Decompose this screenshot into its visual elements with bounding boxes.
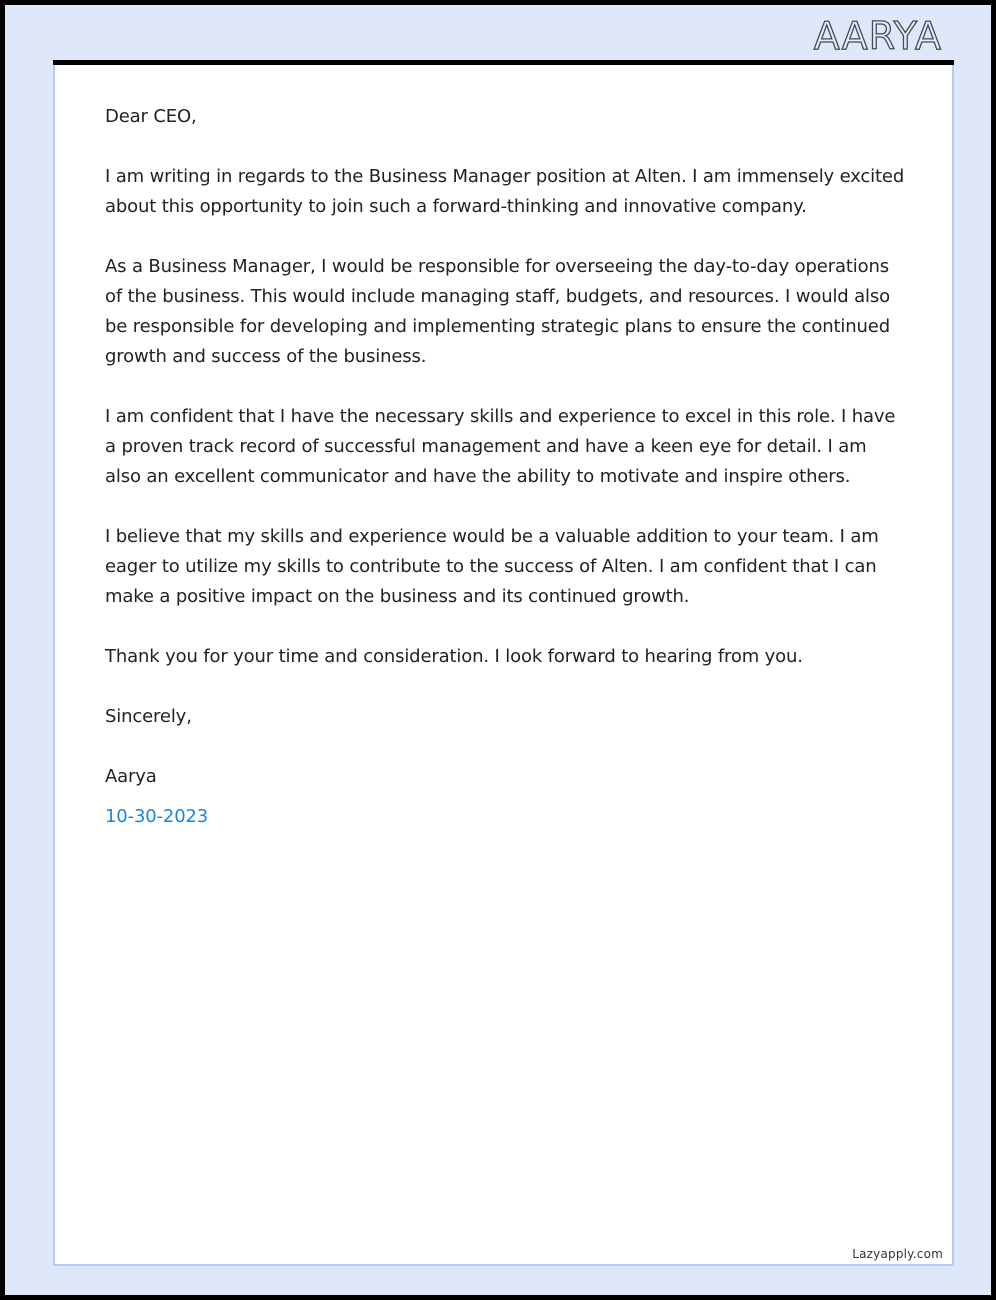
page-top-rule: [53, 60, 954, 65]
paragraph-thanks: Thank you for your time and consideration. I look forward to hearing from you.: [105, 646, 803, 667]
signature-name: Aarya: [105, 766, 157, 787]
footer-credit: Lazyapply.com: [852, 1247, 943, 1261]
brand-logo: AARYA: [813, 14, 942, 58]
closing: Sincerely,: [105, 706, 192, 727]
paragraph-responsibilities: As a Business Manager, I would be responsible for overseeing the day-to-day operations of the business. This would include managing staff, budgets, and resources. I would also be responsible for developing and implementing strategic plans to ensure the continued growth and success of the business.: [105, 256, 890, 367]
paragraph-qualifications: I am confident that I have the necessary skills and experience to excel in this role. I have a proven track record of successful management and have a keen eye for detail. I am also an excellent communicator and have the ability to motivate and inspire others.: [105, 406, 896, 487]
letter-page: [53, 60, 954, 1266]
paragraph-value: I believe that my skills and experience would be a valuable addition to your team. I am eager to utilize my skills to contribute to the success of Alten. I am confident that I can make a positive impact on the business and its continued growth.: [105, 526, 879, 607]
paragraph-intro: I am writing in regards to the Business Manager position at Alten. I am immensely excited about this opportunity to join such a forward-thinking and innovative company.: [105, 166, 905, 217]
cover-letter-body: [105, 102, 905, 832]
letter-date: 10-30-2023: [105, 806, 209, 827]
document-background: [5, 5, 991, 1295]
salutation: Dear CEO,: [105, 106, 197, 127]
